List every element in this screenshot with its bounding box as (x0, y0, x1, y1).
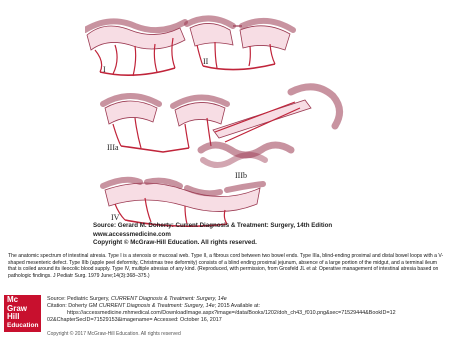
logo-line: Education (7, 321, 39, 329)
footer-copyright: Copyright © 2017 McGraw-Hill Education. All rights reserved (47, 331, 181, 337)
citation-url-line1: https://accessmedicine.mhmedical.com/DownloadImage.aspx?image=/data/Books/1202/doh_ch43_f010.png&sec=71529444&BookID=12 (67, 310, 396, 316)
type-1-drawing (85, 21, 185, 76)
type-1-label: I (103, 65, 106, 74)
atresia-drawing (85, 0, 375, 250)
type-4-drawing (103, 180, 263, 227)
source-title: CURRENT Diagnosis & Treatment: Surgery, 14e (111, 296, 227, 302)
figure-source (93, 222, 332, 248)
type-4-label: IV (111, 213, 120, 222)
citation-url-line2: 02&ChapterSecID=71529153&imagename= Accessed: October 16, 2017 (47, 317, 222, 323)
source-line (47, 296, 447, 303)
logo-line: Hill (7, 312, 20, 321)
logo-line: Graw (7, 303, 28, 313)
citation-suffix: ; 2015 Available at: (214, 303, 261, 309)
type-3a-label: IIIa (107, 143, 119, 152)
atresia-illustration (85, 0, 375, 250)
logo-line: Mc (7, 295, 19, 304)
figure-source-url: www.accessmedicine.com (93, 230, 171, 238)
citation-prefix: Citation: Doherty GM (47, 303, 99, 309)
source-prefix: Source: Pediatric Surgery, (47, 296, 112, 302)
citation-line (47, 303, 447, 310)
citation-title: CURRENT Diagnosis & Treatment: Surgery, 14e (98, 303, 215, 309)
figure-source-line: Source: Gerard M. Doherty: Current Diagnosis & Treatment: Surgery, 14th Edition (93, 222, 333, 229)
type-3b-label: IIIb (235, 171, 247, 180)
mcgraw-hill-logo (4, 295, 41, 332)
figure-source-copyright: Copyright © McGraw-Hill Education. All rights reserved. (93, 239, 257, 247)
figure-caption: The anatomic spectrum of intestinal atresia. Type I is a stenosis or mucosal web. Type II, a fibrous cord between two bowel ends. Type IIIa, blind-ending proximal and distal bowel loops with a V-shaped mesenteric defect. Type IIIb (apple peel deformity, Christmas tree deformity) consists of a blind ending proximal jejunum, absence of a large portion of the midgut, and a terminal ileum that is coiled around its ileocolic blood supply. Type IV, multiple atresias of any kind. (Reproduced, with permission, from Grosfeld JL et al: Operative management of intestinal atresia based on pathologic findings. J Pediatr Surg. 1979 June;14(3):368–375.) (8, 253, 444, 279)
type-2-label: II (203, 57, 209, 66)
citation-block (47, 296, 447, 324)
